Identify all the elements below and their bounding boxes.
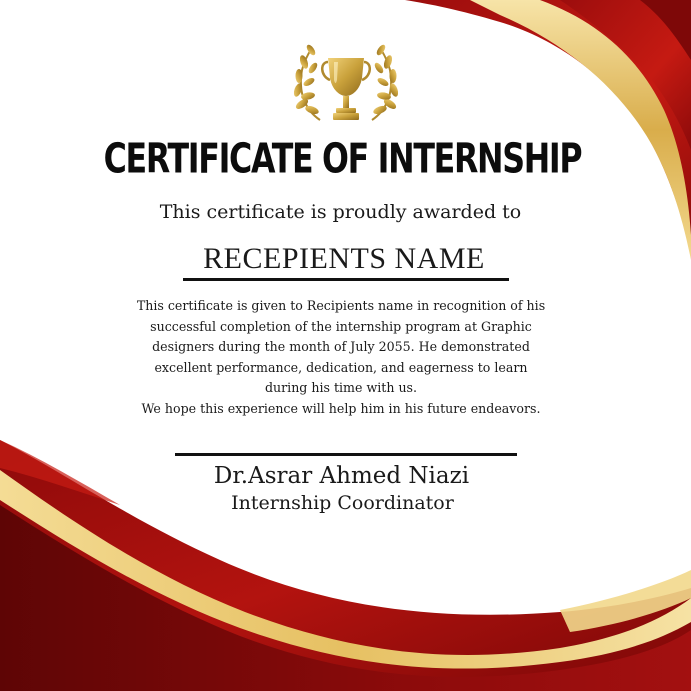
signature-line — [175, 453, 517, 456]
recipient-underline — [183, 278, 509, 281]
body-line: This certificate is given to Recipients name in recognition of his — [136, 298, 546, 313]
body-line: We hope this experience will help him in his future endeavors. — [141, 400, 541, 416]
body-line: during his time with us. — [264, 380, 418, 395]
signatory-name: Dr.Asrar Ahmed Niazi — [213, 463, 470, 489]
body-line: designers during the month of July 2055. He demonstrated — [152, 339, 530, 354]
trophy-laurel-icon — [290, 40, 402, 126]
awarded-to-subtitle: This certificate is proudly awarded to — [159, 201, 522, 223]
body-line: successful completion of the internship program at Graphic — [150, 318, 532, 334]
certificate-title: CERTIFICATE OF INTERNSHIP — [103, 135, 582, 183]
signatory-role: Internship Coordinator — [231, 492, 454, 514]
recipient-name: RECEPIENTS NAME — [203, 242, 485, 275]
body-line: excellent performance, dedication, and eagerness to learn — [154, 359, 528, 375]
certificate-body — [96, 296, 586, 419]
